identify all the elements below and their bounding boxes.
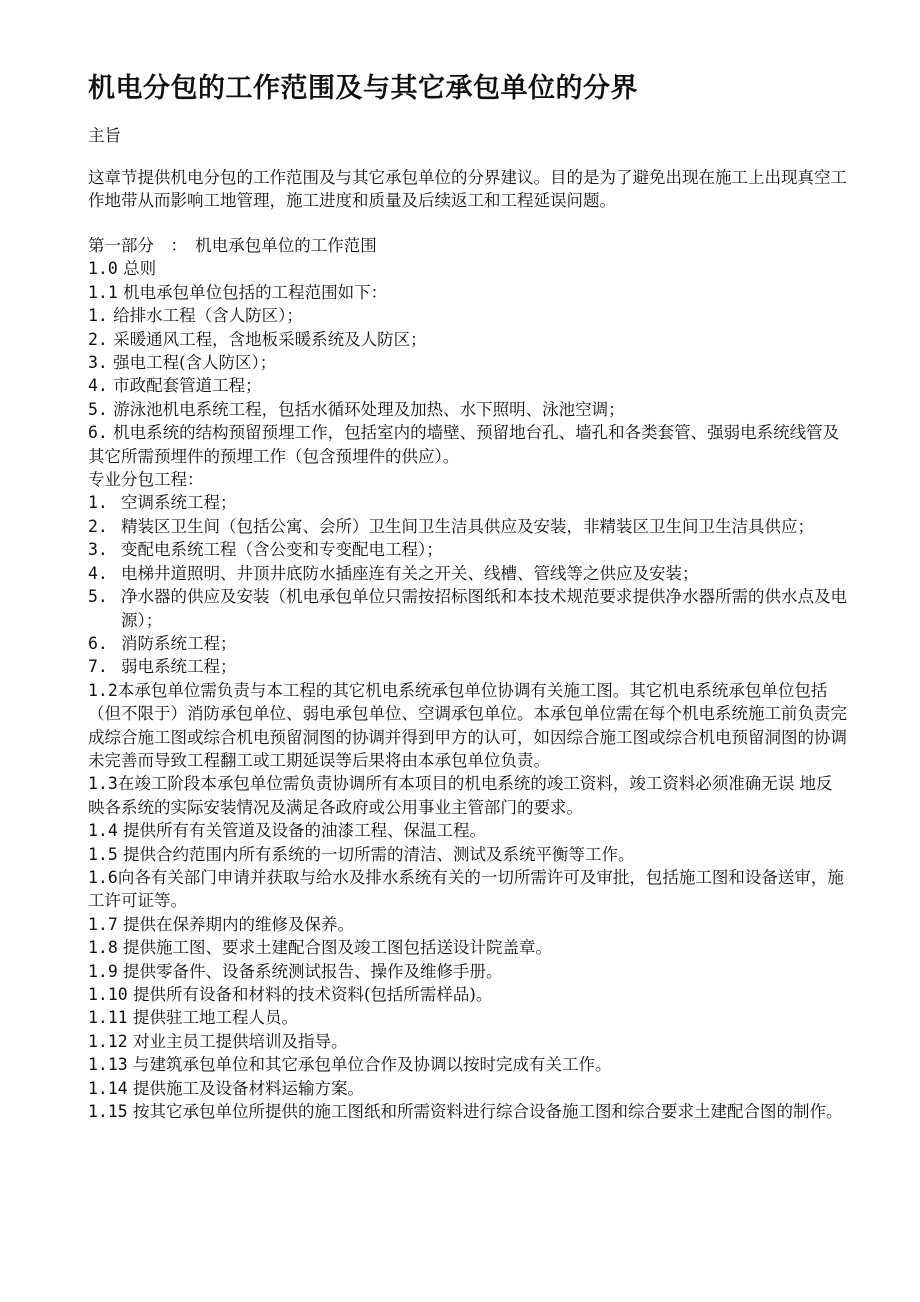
list-item: [88, 655, 848, 678]
clause-item: [88, 936, 848, 959]
clause-item: [88, 983, 848, 1006]
item-number: 6.: [88, 423, 108, 443]
clause-text: 提供所有有关管道及设备的油漆工程、保温工程。: [117, 821, 487, 841]
item-text: 游泳池机电系统工程，包括水循环处理及加热、水下照明、泳池空调；: [113, 399, 625, 419]
clause-number: 1.6: [88, 867, 118, 887]
clause-item: [88, 960, 848, 983]
part1-heading: 第一部分 ： 机电承包单位的工作范围: [88, 236, 377, 255]
clause-text: 提供零备件、设备系统测试报告、操作及维修手册。: [117, 961, 503, 981]
clause-text: 提供在保养期内的维修及保养。: [117, 914, 355, 934]
part1-content: [88, 234, 848, 1123]
item-text: 强电工程(含人防区）；: [113, 353, 277, 373]
clause-item: [88, 1053, 848, 1076]
item-number: 4.: [88, 563, 108, 583]
clause-text: 向各有关部门申请并获取与给水及排水系统有关的一切所需许可及审批，包括施工图和设备送审，施工许可证等。: [88, 867, 844, 911]
clause-number: 1.13: [88, 1055, 128, 1075]
clause-list: [88, 679, 848, 1124]
scope-list: [88, 304, 848, 468]
item-number: 7.: [88, 657, 108, 677]
item-number: 2.: [88, 516, 108, 536]
item-text: 电梯井道照明、井顶井底防水插座连有关之开关、线槽、管线等之供应及安装；: [121, 563, 699, 583]
item-text: 变配电系统工程（含公变和专变配电工程）；: [121, 540, 443, 560]
item-number: 1.: [88, 306, 108, 326]
clause-item: [88, 679, 848, 773]
item-number: 3.: [88, 540, 108, 560]
list-item: [88, 632, 848, 655]
item-text: 给排水工程（含人防区）；: [113, 306, 303, 326]
clause-number: 1.0: [88, 259, 118, 279]
item-number: 5.: [88, 399, 108, 419]
clause-item: [88, 819, 848, 842]
list-item: [88, 538, 848, 561]
clause-text: 提供所有设备和材料的技术资料(包括所需样品)。: [127, 985, 493, 1004]
list-item: [88, 398, 848, 421]
item-text: 消防系统工程；: [121, 633, 237, 653]
clause-number: 1.5: [88, 844, 118, 864]
clause-text: 在竣工阶段本承包单位需负责协调所有本项目的机电系统的竣工资料，竣工资料必须准确无误 地反映各系统的实际安装情况及满足各政府或公用事业主管部门的要求。: [88, 774, 833, 817]
item-number: 1.: [88, 493, 108, 513]
clause-text: 提供施工及设备材料运输方案。: [127, 1078, 364, 1098]
clause-number: 1.12: [88, 1031, 128, 1051]
item-text: 精装区卫生间（包括公寓、会所）卫生间卫生洁具供应及安装，非精装区卫生间卫生洁具供应；: [121, 516, 814, 536]
clause-number: 1.14: [88, 1078, 128, 1098]
clause-text: 总则: [123, 259, 157, 279]
clause-text: 与建筑承包单位和其它承包单位合作及协调以按时完成有关工作。: [127, 1055, 612, 1075]
item-number: 6.: [88, 633, 108, 653]
item-number: 5.: [88, 587, 108, 607]
item-number: 2.: [88, 329, 108, 349]
list-item: [88, 304, 848, 327]
list-item: [88, 374, 848, 397]
clause-text: 提供施工图、要求土建配合图及竣工图包括送设计院盖章。: [117, 938, 553, 958]
clause-item: [88, 866, 848, 913]
clause-text: 按其它承包单位所提供的施工图纸和所需资料进行综合设备施工图和综合要求土建配合图的制作。: [127, 1102, 843, 1122]
item-number: 4.: [88, 376, 108, 396]
clause-item: [88, 772, 848, 819]
intro-paragraph: 这章节提供机电分包的工作范围及与其它承包单位的分界建议。目的是为了避免出现在施工上出现真空工作地带从而影响工地管理，施工进度和质量及后续返工和工程延误问题。: [88, 168, 847, 210]
clause-number: 1.9: [88, 961, 118, 981]
item-text: 净水器的供应及安装（机电承包单位只需按招标图纸和本技术规范要求提供净水器所需的供水点及电源）；: [121, 587, 847, 630]
clause-item: [88, 1006, 848, 1029]
list-item: [88, 491, 848, 514]
list-item: [88, 351, 848, 374]
list-item: [88, 421, 848, 468]
clause-number: 1.2: [88, 680, 118, 700]
clause-number: 1.15: [88, 1102, 128, 1122]
clause-number: 1.3: [88, 774, 118, 794]
clause-item: [88, 913, 848, 936]
list-item: [88, 562, 848, 585]
clause-number: 1.1: [88, 282, 118, 302]
document-title: 机电分包的工作范围及与其它承包单位的分界: [88, 73, 638, 104]
clause-number: 1.8: [88, 938, 118, 958]
item-text: 采暖通风工程，含地板采暖系统及人防区；: [113, 329, 427, 349]
clause-number: 1.4: [88, 821, 118, 841]
clause-text: 对业主员工提供培训及指导。: [127, 1031, 348, 1051]
clause-text: 提供驻工地工程人员。: [127, 1008, 298, 1028]
clause-text: 提供合约范围内所有系统的一切所需的清洁、测试及系统平衡等工作。: [117, 844, 635, 864]
item-text: 市政配套管道工程；: [113, 376, 262, 396]
clause-item: [88, 843, 848, 866]
item-text: 弱电系统工程；: [121, 657, 237, 677]
item-text: 机电系统的结构预留预埋工作，包括室内的墙壁、预留地台孔、墙孔和各类套管、强弱电系统线管及其它所需预埋件的预埋工作（包含预埋件的供应）。: [88, 423, 840, 466]
list-item: [88, 328, 848, 351]
specialty-heading: 专业分包工程：: [88, 470, 204, 490]
clause-number: 1.7: [88, 914, 118, 934]
specialty-list: [88, 491, 848, 678]
clause-number: 1.10: [88, 985, 128, 1004]
clause-item: [88, 1030, 848, 1053]
list-item: [88, 585, 848, 632]
scope-heading: [88, 281, 848, 304]
clause-text: 本承包单位需负责与本工程的其它机电系统承包单位协调有关施工图。其它机电系统承包单位包括（但不限于）消防承包单位、弱电承包单位、空调承包单位。本承包单位需在每个机电系统施工前负责完成综合施工图或综合机电预留洞图的协调并得到甲方的认可，如因综合施工图或综合机电预留洞图的协调未完善而导致工程翻工或工期延误等后果将由本承包单位负责。: [88, 680, 847, 770]
clause-item: [88, 1100, 848, 1123]
clause-text: 机电承包单位包括的工程范围如下：: [123, 282, 388, 302]
general-heading: [88, 257, 848, 280]
section-subtitle: 主旨: [88, 126, 121, 145]
clause-item: [88, 1077, 848, 1100]
item-text: 空调系统工程；: [121, 493, 237, 513]
list-item: [88, 515, 848, 538]
item-number: 3.: [88, 353, 108, 373]
clause-number: 1.11: [88, 1008, 128, 1028]
